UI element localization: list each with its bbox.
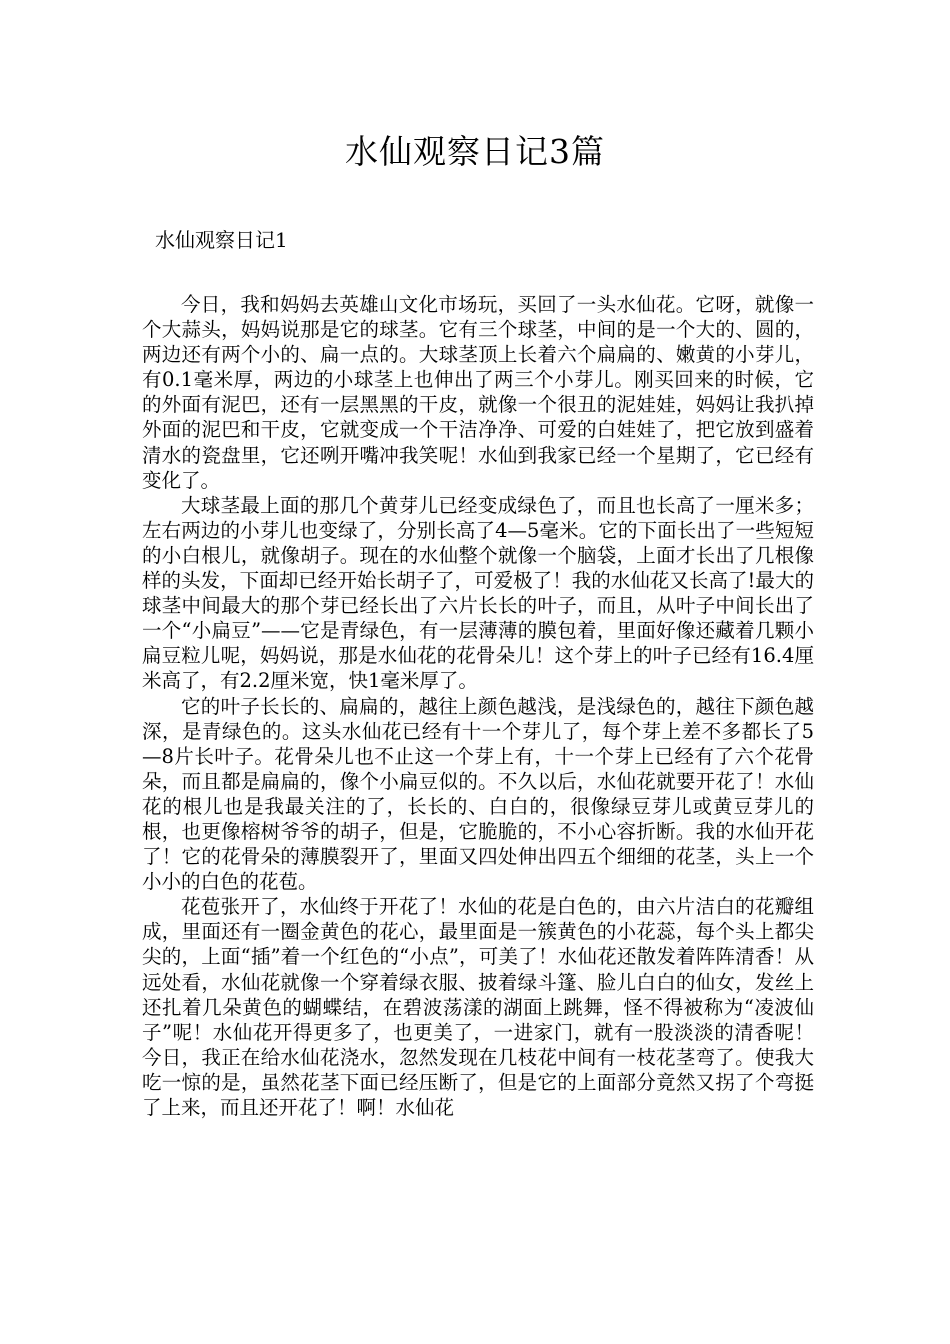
body-paragraph: 今日，我和妈妈去英雄山文化市场玩，买回了一头水仙花。它呀，就像一个大蒜头，妈妈说那是它的球茎。它有三个球茎，中间的是一个大的、圆的，两边还有两个小的、扁一点的。大球茎顶上长着六个扁扁的、嫩黄的小芽儿，有0.1毫米厚，两边的小球茎上也伸出了两三个小芽儿。刚买回来的时候，它的外面有泥巴，还有一层黑黑的干皮，就像一个很丑的泥娃娃，妈妈让我扒掉外面的泥巴和干皮，它就变成一个干洁净净、可爱的白娃娃了，把它放到盛着清水的瓷盘里，它还咧开嘴冲我笑呢！水仙到我家已经一个星期了，它已经有变化了。 [142, 293, 814, 492]
body-paragraph: 花苞张开了，水仙终于开花了！水仙的花是白色的，由六片洁白的花瓣组成，里面还有一圈金黄色的花心，最里面是一簇黄色的小花蕊，每个头上都尖尖的，上面“插”着一个红色的“小点”，可美了！水仙花还散发着阵阵清香！从远处看，水仙花就像一个穿着绿衣服、披着绿斗篷、脸儿白白的仙女，发丝上还扎着几朵黄色的蝴蝶结，在碧波荡漾的湖面上跳舞，怪不得被称为“凌波仙子”呢！水仙花开得更多了，也更美了，一进家门，就有一股淡淡的清香呢！今日，我正在给水仙花浇水，忽然发现在几枝花中间有一枝花茎弯了。使我大吃一惊的是，虽然花茎下面已经压断了，但是它的上面部分竟然又拐了个弯挺了上来，而且还开花了！啊！水仙花 [142, 895, 814, 1119]
body-paragraph: 它的叶子长长的、扁扁的，越往上颜色越浅，是浅绿色的，越往下颜色越深，是青绿色的。这头水仙花已经有十一个芽儿了，每个芽上差不多都长了5—8片长叶子。花骨朵儿也不止这一个芽上有，十一个芽上已经有了六个花骨朵，而且都是扁扁的，像个小扁豆似的。不久以后，水仙花就要开花了！水仙花的根儿也是我最关注的了，长长的、白白的，很像绿豆芽儿或黄豆芽儿的根，也更像榕树爷爷的胡子，但是，它脆脆的，不小心容折断。我的水仙开花了！它的花骨朵的薄膜裂开了，里面又四处伸出四五个细细的花茎，头上一个小小的白色的花苞。 [142, 694, 814, 894]
body-paragraph: 大球茎最上面的那几个黄芽儿已经变成绿色了，而且也长高了一厘米多；左右两边的小芽儿也变绿了，分别长高了4—5毫米。它的下面长出了一些短短的小白根儿，就像胡子。现在的水仙整个就像一个脑袋，上面才长出了几根像样的头发，下面却已经开始长胡子了，可爱极了！我的水仙花又长高了!最大的球茎中间最大的那个芽已经长出了六片长长的叶子，而且，从叶子中间长出了一个“小扁豆”——它是青绿色，有一层薄薄的膜包着，里面好像还藏着几颗小扁豆粒儿呢，妈妈说，那是水仙花的花骨朵儿！这个芽上的叶子已经有16.4厘米高了，有2.2厘米宽，快1毫米厚了。 [142, 493, 814, 693]
document-body [142, 292, 814, 1120]
section-heading: 水仙观察日记1 [155, 228, 288, 252]
document-title: 水仙观察日记3篇 [345, 132, 605, 171]
